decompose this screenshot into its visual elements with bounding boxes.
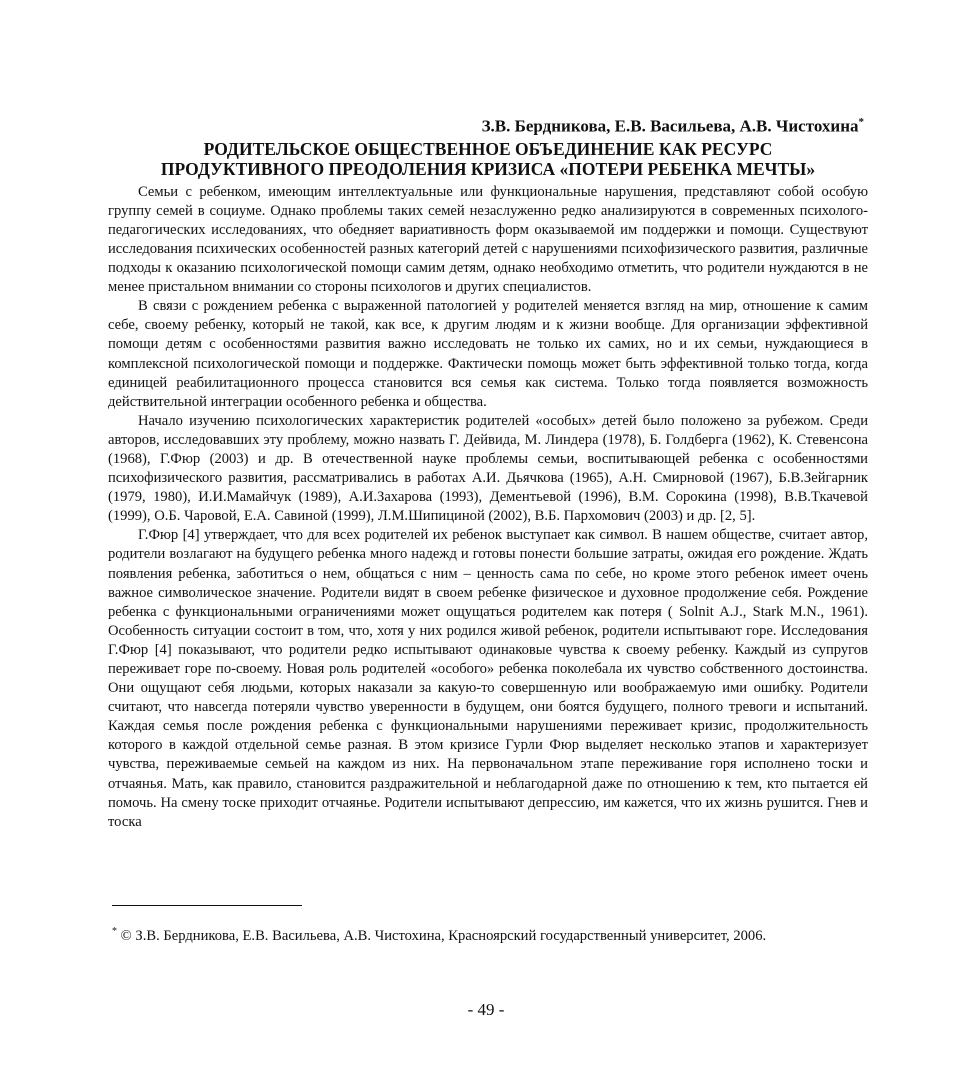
page-number: - 49 - [467, 1000, 505, 1019]
paragraph-4: Г.Фюр [4] утверждает, что для всех родителей их ребенок выступает как символ. В нашем обществе, считает автор, родители возлагают на будущего ребенка много надежд и готовы понести большие затраты, ожидая его рождение. Ждать появления ребенка, заботиться о нем, общаться с ним – ценность сама по себе, но кроме этого ребенок имеет очень важное символическое значение. Родители видят в своем ребенке физическое и духовное продолжение себя. Рождение ребенка с функциональными ограничениями может ощущаться родителем как потеря ( Solnit A.J., Stark M.N., 1961). Особенность ситуации состоит в том, что, хотя у них родился живой ребенок, родители испытывают горе. Исследования Г.Фюр [4] показывают, что родители редко испытывают одинаковые чувства к своему ребенку. Каждый из супругов переживает горе по-своему. Новая роль родителей «особого» ребенка поколебала их чувство собственного достоинства. Они ощущают себя людьми, которых наказали за какую-то совершенную или воображаемую ими ошибку. Родители считают, что навсегда потеряли чувство уверенности в будущем, они боятся будущего, полного тревоги и испытаний. Каждая семья после рождения ребенка с функциональными нарушениями переживает кризис, продолжительность которого в каждой отдельной семье разная. В этом кризисе Гурли Фюр выделяет несколько этапов и характеризует чувства, переживаемые семьей на каждом из них. На первоначальном этапе переживание горя исполнено тоски и отчаянья. Мать, как правило, становится раздражительной и неблагодарной даже по отношению к тем, кто пытается ей помочь. На смену тоске приходит отчаянье. Родители испытывают депрессию, им кажется, что их жизнь рушится. Гнев и тоска [108, 527, 868, 830]
article [108, 112, 868, 832]
paragraph-2: В связи с рождением ребенка с выраженной патологией у родителей меняется взгляд на мир, отношение к самим себе, своему ребенку, который не такой, как все, к другим людям и к жизни вообще. Для организации эффективной помощи детям с особенностями развития важно исследовать не только их самих, но и их семьи, нуждающиеся в комплексной психологической помощи и поддержке. Фактически помощь может быть эффективной только тогда, когда единицей реабилитационного процесса становится вся семья как система. Только тогда появляется возможность действительной интеграции особенного ребенка и общества. [108, 298, 868, 410]
footnote-divider [112, 905, 302, 906]
footnote [112, 922, 872, 946]
article-title [108, 139, 868, 179]
footnote-marker: * [858, 116, 864, 128]
title-line-2: ПРОДУКТИВНОГО ПРЕОДОЛЕНИЯ КРИЗИСА «ПОТЕРИ РЕБЕНКА МЕЧТЫ» [160, 158, 816, 179]
footnote-marker-bottom: * [112, 926, 117, 937]
authors-line [108, 112, 868, 137]
paragraph-3: Начало изучению психологических характеристик родителей «особых» детей было положено за рубежом. Среди авторов, исследовавших эту проблему, можно назвать Г. Дейвида, М. Линдера (1978), Б. Голдберга (1962), К. Стевенсона (1968), Г.Фюр (2003) и др. В отечественной науке проблемы семьи, воспитывающей ребенка с особенностями психофизического развития, рассматривались в работах А.И. Дьячкова (1965), А.Н. Смирновой (1967), Б.В.Зейгарник (1979, 1980), И.И.Мамайчук (1989), А.И.Захарова (1993), Дементьевой (1996), В.М. Сорокина (1998), В.В.Ткачевой (1999), О.Б. Чаровой, Е.А. Савиной (1999), Л.М.Шипициной (2002), В.Б. Пархомович (2003) и др. [2, 5]. [108, 412, 868, 525]
footnote-text: © З.В. Бердникова, Е.В. Васильева, А.В. Чистохина, Красноярский государственный университет, 2006. [120, 927, 767, 944]
paragraph-1: Семьи с ребенком, имеющим интеллектуальные или функциональные нарушения, представляют собой особую группу семей в социуме. Однако проблемы таких семей незаслуженно редко анализируются в современных психолого-педагогических исследованиях, что обедняет вариативность форм оказываемой им поддержки и помощи. Существуют исследования психических особенностей разных категорий детей с нарушениями психофизического развития, различные подходы к оказанию психологической помощи самим детям, однако необходимо отметить, что родители нуждаются в не менее пристальном внимании со стороны психологов и других специалистов. [108, 183, 868, 296]
article-body [108, 183, 868, 832]
authors: З.В. Бердникова, Е.В. Васильева, А.В. Чистохина [481, 116, 859, 136]
title-line-1: РОДИТЕЛЬСКОЕ ОБЩЕСТВЕННОЕ ОБЪЕДИНЕНИЕ КАК РЕСУРС [203, 138, 773, 159]
